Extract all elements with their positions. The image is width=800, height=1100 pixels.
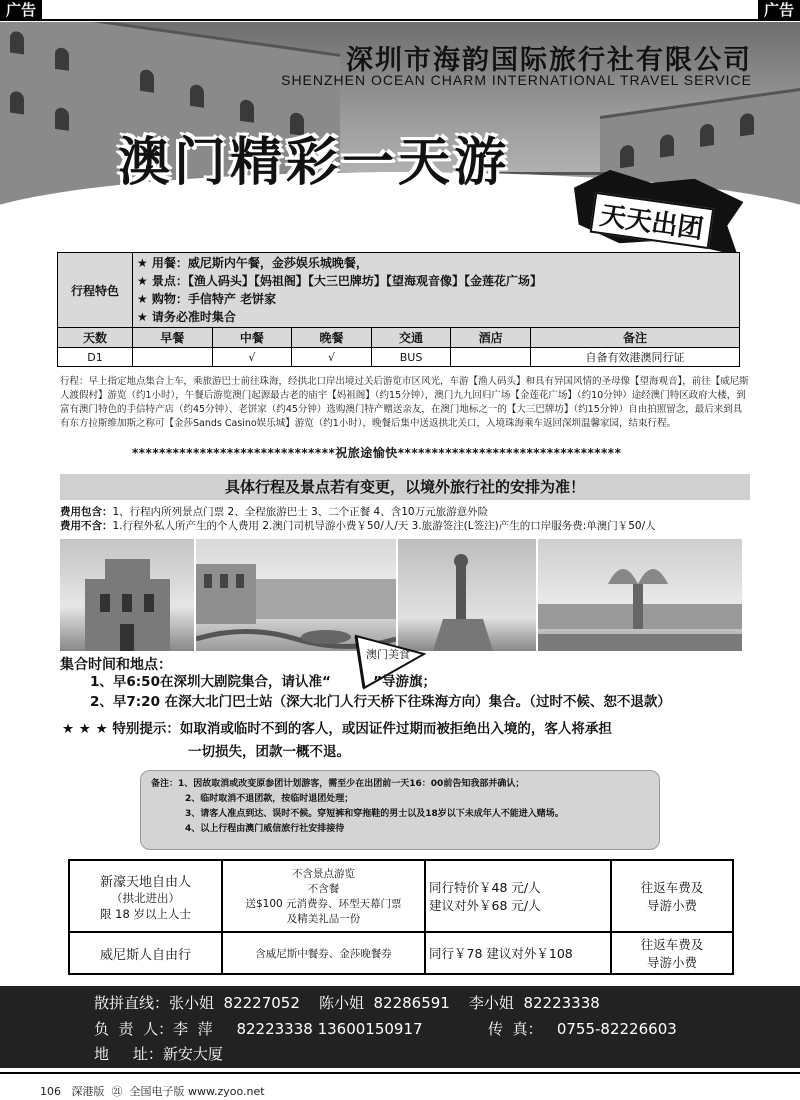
option-fee-cell — [611, 932, 733, 974]
option-content-cell — [222, 932, 425, 974]
option-name-cell — [69, 860, 222, 932]
option-content-cell — [222, 860, 425, 932]
company-name-cn: 深圳市海韵国际旅行社有限公司 — [346, 45, 752, 76]
fee-included-label: 费用包含： — [60, 506, 113, 518]
feature-item: ★ 用餐：威尼斯内午餐，金莎娱乐城晚餐， — [137, 256, 368, 270]
option-name: 威尼斯人自由行 — [99, 947, 191, 963]
company-name-en: SHENZHEN OCEAN CHARM INTERNATIONAL TRAVEL SERVICE — [281, 72, 752, 88]
option-content: 含威尼斯中餐券、金莎晚餐券 — [255, 947, 392, 960]
option-content: 及精美礼品一份 — [286, 913, 361, 925]
page-footer: 106 深港版 ㉑ 全国电子版 www.zyoo.net — [40, 1085, 265, 1098]
fee-excluded-label: 费用不含： — [60, 520, 113, 532]
address-line: 地 址：新安大厦 — [94, 1045, 223, 1063]
feature-item: ★ 购物：手信特产 老饼家 — [137, 292, 277, 306]
remark-item: 3、请客人准点到达、误时不候。穿短裤和穿拖鞋的男士以及18岁以下未成年人不能进入赌场。 — [185, 809, 564, 819]
special-tip: ★ ★ ★ 特别提示：如取消或临时不到的客人，或因证件过期而被拒绝出入境的，客人将承担 — [62, 721, 612, 737]
fee-included — [60, 505, 760, 519]
wish-line: ******************************祝旅途愉快********************************* — [132, 446, 622, 460]
col-dinner: 晚餐 — [292, 328, 372, 348]
col-breakfast: 早餐 — [133, 328, 213, 348]
col-day: 天数 — [58, 328, 133, 348]
option-fee: 往返车费及 — [640, 937, 704, 952]
top-divider — [0, 19, 800, 21]
features-list — [133, 253, 740, 328]
option-row — [69, 860, 733, 932]
col-transport: 交通 — [371, 328, 451, 348]
option-fee-cell — [611, 860, 733, 932]
feature-item: ★ 请务必准时集合 — [137, 310, 236, 324]
option-content: 不含景点游览 — [292, 868, 355, 880]
itinerary-description: 行程：早上指定地点集合上车，乘旅游巴士前往珠海，经拱北口岸出境过关后游览市区风光，车游【渔人码头】和具有异国风情的圣母像【望海观音】，前往【威尼斯人渡假村】游览（约1小时），午餐后游览澳门起源最古老的庙宇【妈祖阁】（约15分钟），澳门九九回归广场【金莲花广场】（约10分钟）途经澳门特区政府大楼，到富有澳门特色的手信特产店（约45分钟）、老饼家（约45分钟）选购澳门特产赠送亲友，在澳门地标之一的【大三巴牌坊】（约15分钟）自由拍照留念，最后来到具有东方拉斯维加斯之称可【金莎Sands Casino娱乐城】游览（约1小时），晚餐后集中送返拱北关口，入境珠海乘车返回深圳温馨家园，结束行程。 — [60, 376, 749, 429]
remark-item: 备注：1、因故取消或改变原参团计划游客，需至少在出团前一天16：00前告知我部并确认； — [151, 779, 525, 789]
col-lunch: 中餐 — [212, 328, 292, 348]
cell-breakfast — [133, 348, 213, 367]
fee-excluded-text: 1.行程外私人所产生的个人费用 2.澳门司机导游小费￥50/人/天 3.旅游签注(L签注)产生的口岸服务费:单澳门￥50/人 — [112, 520, 656, 532]
option-sub: 限 18 岁以上人士 — [100, 906, 191, 921]
fee-included-text: 1、行程内所列景点门票 2、全程旅游巴士 3、二个正餐 4、含10万元旅游意外险 — [112, 506, 489, 518]
photo-ruins-st-paul — [60, 539, 194, 651]
option-fee: 导游小费 — [646, 898, 697, 913]
remarks-box — [140, 770, 660, 850]
option-fee: 导游小费 — [646, 955, 697, 970]
fee-excluded — [60, 519, 760, 533]
gathering-line-2: 2、早7:20 在深大北门巴士站（深大北门人行天桥下往珠海方向）集合。（过时不候、恕不退款） — [90, 694, 671, 710]
option-content: 送$100 元消费券、环型天幕门票 — [245, 898, 402, 910]
manager-line: 负 责 人：李 萍 82223338 13600150917 — [94, 1020, 423, 1038]
bottom-divider — [0, 1072, 800, 1074]
option-sub: （拱北进出） — [111, 890, 180, 905]
cell-lunch: √ — [212, 348, 292, 367]
option-fee: 往返车费及 — [640, 880, 704, 895]
option-content: 不含餐 — [307, 883, 340, 895]
feature-item: ★ 景点：【渔人码头】【妈祖阁】【大三巴牌坊】【望海观音像】【金莲花广场】 — [137, 274, 542, 288]
cell-hotel — [451, 348, 531, 367]
ad-label-left: 广告 — [0, 0, 42, 20]
cell-dinner: √ — [292, 348, 372, 367]
option-price: 同行￥78 建议对外￥108 — [429, 946, 573, 961]
option-name: 新濠天地自由人 — [99, 874, 191, 890]
special-tip-cont: 一切损失，团款一概不退。 — [188, 744, 350, 760]
cell-day: D1 — [58, 348, 133, 367]
schedule-row — [58, 348, 740, 367]
option-name-cell — [69, 932, 222, 974]
photo-golden-lotus-square — [538, 539, 742, 651]
main-title: 澳门精彩一天游 — [118, 133, 511, 193]
itinerary-table — [57, 252, 740, 367]
change-notice: 具体行程及景点若有变更，以境外旅行社的安排为准！ — [60, 474, 750, 500]
cell-transport: BUS — [371, 348, 451, 367]
hotline: 散拼直线：张小姐 82227052 陈小姐 82286591 李小姐 82223338 — [94, 994, 600, 1012]
option-price: 建议对外￥68 元/人 — [429, 898, 541, 913]
daily-departure-badge: 天天出团 — [590, 192, 715, 249]
option-price-cell — [425, 860, 611, 932]
features-label: 行程特色 — [58, 253, 133, 328]
options-table — [68, 859, 734, 975]
ad-label-right: 广告 — [758, 0, 800, 20]
col-remark: 备注 — [531, 328, 740, 348]
cell-remark: 自备有效港澳同行证 — [531, 348, 740, 367]
fax-line: 传 真： 0755-82226603 — [488, 1020, 677, 1038]
remark-item: 4、以上行程由澳门威信旅行社安排接待 — [185, 824, 345, 834]
remark-item: 2、临时取消不退团款，按临时退团处理； — [185, 794, 354, 804]
col-hotel: 酒店 — [451, 328, 531, 348]
flag-text: 澳门美食 — [366, 648, 410, 661]
contact-footer — [0, 986, 800, 1068]
schedule-header-row — [58, 328, 740, 348]
gathering-title: 集合时间和地点： — [60, 657, 172, 673]
option-price: 同行特价￥48 元/人 — [429, 880, 541, 895]
option-price-cell — [425, 932, 611, 974]
gathering-line-1: 1、早6:50在深圳大剧院集合，请认准“ ”导游旗； — [90, 674, 437, 690]
option-row — [69, 932, 733, 974]
